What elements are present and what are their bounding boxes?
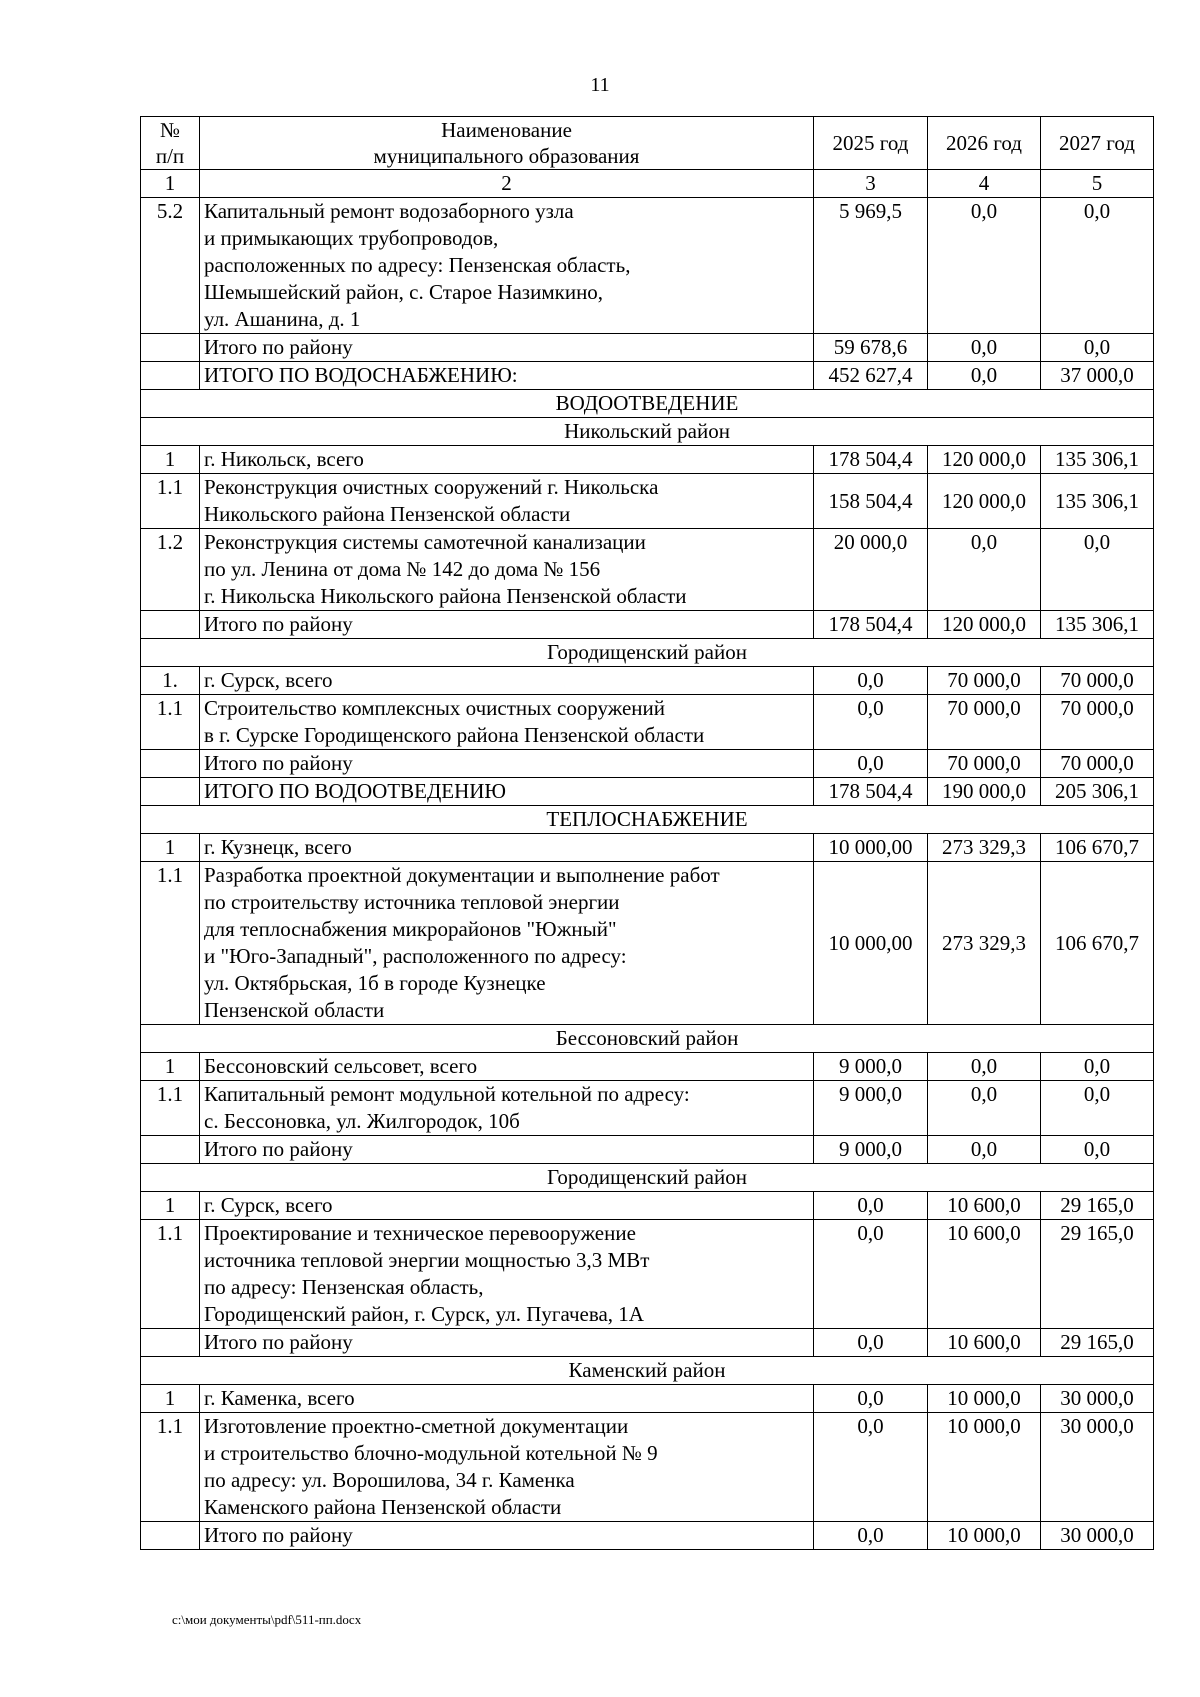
value-2027: 30 000,0	[1041, 1413, 1154, 1522]
value-2025: 158 504,4	[814, 474, 928, 529]
table-row	[141, 1053, 1154, 1081]
row-number	[141, 1136, 200, 1164]
value-2025: 59 678,6	[814, 334, 928, 362]
row-name: Итого по району	[200, 750, 814, 778]
value-2025: 178 504,4	[814, 778, 928, 806]
page-number: 11	[590, 74, 610, 96]
value-2026: 0,0	[928, 198, 1041, 334]
value-2027: 135 306,1	[1041, 474, 1154, 529]
row-name: г. Сурск, всего	[200, 667, 814, 695]
funding-table	[140, 116, 1154, 1550]
value-2025: 9 000,0	[814, 1053, 928, 1081]
value-2025: 5 969,5	[814, 198, 928, 334]
value-2027: 0,0	[1041, 198, 1154, 334]
row-number: 5.2	[141, 198, 200, 334]
value-2025: 20 000,0	[814, 529, 928, 611]
row-name: Бессоновский сельсовет, всего	[200, 1053, 814, 1081]
value-2025: 10 000,00	[814, 862, 928, 1025]
column-index: 3	[814, 170, 928, 198]
section-heading: Каменский район	[141, 1357, 1154, 1385]
value-2026: 120 000,0	[928, 446, 1041, 474]
row-number: 1.1	[141, 1081, 200, 1136]
value-2027: 29 165,0	[1041, 1220, 1154, 1329]
column-index: 1	[141, 170, 200, 198]
row-number: 1.2	[141, 529, 200, 611]
row-number: 1	[141, 1053, 200, 1081]
table-row	[141, 1413, 1154, 1522]
table-row	[141, 1522, 1154, 1550]
value-2026: 273 329,3	[928, 862, 1041, 1025]
table-row	[141, 1192, 1154, 1220]
value-2026: 10 600,0	[928, 1192, 1041, 1220]
section-heading: Городищенский район	[141, 1164, 1154, 1192]
section-heading-row	[141, 806, 1154, 834]
value-2025: 0,0	[814, 695, 928, 750]
row-name: Изготовление проектно-сметной документации и строительство блочно-модульной котельной № 9 по адресу: ул. Ворошилова, 34 г. Каменка Каменского района Пензенской области	[200, 1413, 814, 1522]
table-row	[141, 362, 1154, 390]
value-2027: 70 000,0	[1041, 695, 1154, 750]
value-2026: 273 329,3	[928, 834, 1041, 862]
row-number: 1.1	[141, 1220, 200, 1329]
row-name: Итого по району	[200, 1136, 814, 1164]
value-2027: 29 165,0	[1041, 1192, 1154, 1220]
row-number	[141, 1329, 200, 1357]
value-2027: 135 306,1	[1041, 446, 1154, 474]
table-row	[141, 474, 1154, 529]
value-2026: 70 000,0	[928, 695, 1041, 750]
row-name: Итого по району	[200, 334, 814, 362]
value-2027: 0,0	[1041, 1081, 1154, 1136]
value-2026: 0,0	[928, 529, 1041, 611]
section-heading: ВОДООТВЕДЕНИЕ	[141, 390, 1154, 418]
row-number: 1.1	[141, 1413, 200, 1522]
value-2027: 0,0	[1041, 1053, 1154, 1081]
row-name: г. Никольск, всего	[200, 446, 814, 474]
value-2025: 9 000,0	[814, 1081, 928, 1136]
row-name: Итого по району	[200, 611, 814, 639]
value-2026: 0,0	[928, 1053, 1041, 1081]
table-row	[141, 529, 1154, 611]
value-2027: 106 670,7	[1041, 834, 1154, 862]
value-2027: 135 306,1	[1041, 611, 1154, 639]
col-header-number: № п/п	[141, 117, 200, 170]
table-row	[141, 667, 1154, 695]
value-2026: 0,0	[928, 362, 1041, 390]
value-2026: 10 600,0	[928, 1220, 1041, 1329]
table-body	[141, 198, 1154, 1550]
row-name: Капитальный ремонт модульной котельной по адресу: с. Бессоновка, ул. Жилгородок, 10б	[200, 1081, 814, 1136]
value-2027: 30 000,0	[1041, 1385, 1154, 1413]
value-2025: 0,0	[814, 667, 928, 695]
value-2027: 70 000,0	[1041, 667, 1154, 695]
row-number	[141, 362, 200, 390]
value-2027: 70 000,0	[1041, 750, 1154, 778]
row-number: 1.	[141, 667, 200, 695]
value-2027: 29 165,0	[1041, 1329, 1154, 1357]
value-2025: 178 504,4	[814, 446, 928, 474]
row-number: 1.1	[141, 695, 200, 750]
row-name: ИТОГО ПО ВОДООТВЕДЕНИЮ	[200, 778, 814, 806]
value-2026: 10 000,0	[928, 1385, 1041, 1413]
value-2025: 452 627,4	[814, 362, 928, 390]
row-name: г. Каменка, всего	[200, 1385, 814, 1413]
section-heading: Бессоновский район	[141, 1025, 1154, 1053]
value-2025: 10 000,00	[814, 834, 928, 862]
value-2027: 0,0	[1041, 529, 1154, 611]
table-row	[141, 862, 1154, 1025]
row-number: 1.1	[141, 862, 200, 1025]
table-row	[141, 1385, 1154, 1413]
row-name: г. Кузнецк, всего	[200, 834, 814, 862]
row-name: Реконструкция очистных сооружений г. Никольска Никольского района Пензенской области	[200, 474, 814, 529]
col-header-2027: 2027 год	[1041, 117, 1154, 170]
row-number	[141, 334, 200, 362]
row-number	[141, 1522, 200, 1550]
value-2025: 9 000,0	[814, 1136, 928, 1164]
section-heading-row	[141, 639, 1154, 667]
table-row	[141, 778, 1154, 806]
value-2027: 205 306,1	[1041, 778, 1154, 806]
table-row	[141, 1081, 1154, 1136]
table-row	[141, 1220, 1154, 1329]
row-name: Проектирование и техническое перевооружение источника тепловой энергии мощностью 3,3 МВт по адресу: Пензенская область, Городищенский район, г. Сурск, ул. Пугачева, 1А	[200, 1220, 814, 1329]
row-name: г. Сурск, всего	[200, 1192, 814, 1220]
table-row	[141, 446, 1154, 474]
value-2026: 10 000,0	[928, 1522, 1041, 1550]
table-row	[141, 611, 1154, 639]
section-heading-row	[141, 390, 1154, 418]
column-index-row	[141, 170, 1154, 198]
value-2027: 0,0	[1041, 1136, 1154, 1164]
table-row	[141, 695, 1154, 750]
value-2025: 0,0	[814, 1220, 928, 1329]
row-number: 1	[141, 1385, 200, 1413]
column-index: 2	[200, 170, 814, 198]
value-2026: 120 000,0	[928, 611, 1041, 639]
value-2026: 190 000,0	[928, 778, 1041, 806]
value-2025: 0,0	[814, 1522, 928, 1550]
value-2026: 10 600,0	[928, 1329, 1041, 1357]
value-2026: 10 000,0	[928, 1413, 1041, 1522]
col-header-2026: 2026 год	[928, 117, 1041, 170]
value-2025: 0,0	[814, 1192, 928, 1220]
value-2025: 0,0	[814, 1329, 928, 1357]
table-row	[141, 1136, 1154, 1164]
value-2026: 70 000,0	[928, 750, 1041, 778]
section-heading: ТЕПЛОСНАБЖЕНИЕ	[141, 806, 1154, 834]
value-2025: 0,0	[814, 1385, 928, 1413]
file-path-footer: c:\мои документы\pdf\511-пп.docx	[172, 1612, 362, 1627]
section-heading: Никольский район	[141, 418, 1154, 446]
row-name: ИТОГО ПО ВОДОСНАБЖЕНИЮ:	[200, 362, 814, 390]
row-number: 1	[141, 834, 200, 862]
section-heading-row	[141, 1357, 1154, 1385]
row-name: Капитальный ремонт водозаборного узла и примыкающих трубопроводов, расположенных по адресу: Пензенская область, Шемышейский район, с. Старое Назимкино, ул. Ашанина, д. 1	[200, 198, 814, 334]
col-header-2025: 2025 год	[814, 117, 928, 170]
value-2027: 30 000,0	[1041, 1522, 1154, 1550]
value-2027: 0,0	[1041, 334, 1154, 362]
value-2026: 120 000,0	[928, 474, 1041, 529]
row-name: Разработка проектной документации и выполнение работ по строительству источника тепловой энергии для теплоснабжения микрорайонов "Южный" и "Юго-Западный", расположенного по адресу: ул. Октябрьская, 1б в городе Кузнецке Пензенской области	[200, 862, 814, 1025]
row-number: 1	[141, 1192, 200, 1220]
table-row	[141, 198, 1154, 334]
table-row	[141, 1329, 1154, 1357]
value-2026: 0,0	[928, 334, 1041, 362]
row-number: 1.1	[141, 474, 200, 529]
header-row	[141, 117, 1154, 170]
value-2027: 106 670,7	[1041, 862, 1154, 1025]
row-number	[141, 611, 200, 639]
row-name: Строительство комплексных очистных сооружений в г. Сурске Городищенского района Пензенской области	[200, 695, 814, 750]
column-index: 5	[1041, 170, 1154, 198]
row-name: Реконструкция системы самотечной канализации по ул. Ленина от дома № 142 до дома № 156 г. Никольска Никольского района Пензенской области	[200, 529, 814, 611]
value-2025: 0,0	[814, 750, 928, 778]
value-2026: 70 000,0	[928, 667, 1041, 695]
value-2027: 37 000,0	[1041, 362, 1154, 390]
section-heading-row	[141, 1164, 1154, 1192]
col-header-name: Наименование муниципального образования	[200, 117, 814, 170]
value-2025: 178 504,4	[814, 611, 928, 639]
value-2026: 0,0	[928, 1136, 1041, 1164]
row-name: Итого по району	[200, 1522, 814, 1550]
row-number: 1	[141, 446, 200, 474]
value-2025: 0,0	[814, 1413, 928, 1522]
column-index: 4	[928, 170, 1041, 198]
section-heading-row	[141, 418, 1154, 446]
row-name: Итого по району	[200, 1329, 814, 1357]
table-row	[141, 334, 1154, 362]
value-2026: 0,0	[928, 1081, 1041, 1136]
table-row	[141, 834, 1154, 862]
table-row	[141, 750, 1154, 778]
row-number	[141, 750, 200, 778]
section-heading: Городищенский район	[141, 639, 1154, 667]
row-number	[141, 778, 200, 806]
section-heading-row	[141, 1025, 1154, 1053]
